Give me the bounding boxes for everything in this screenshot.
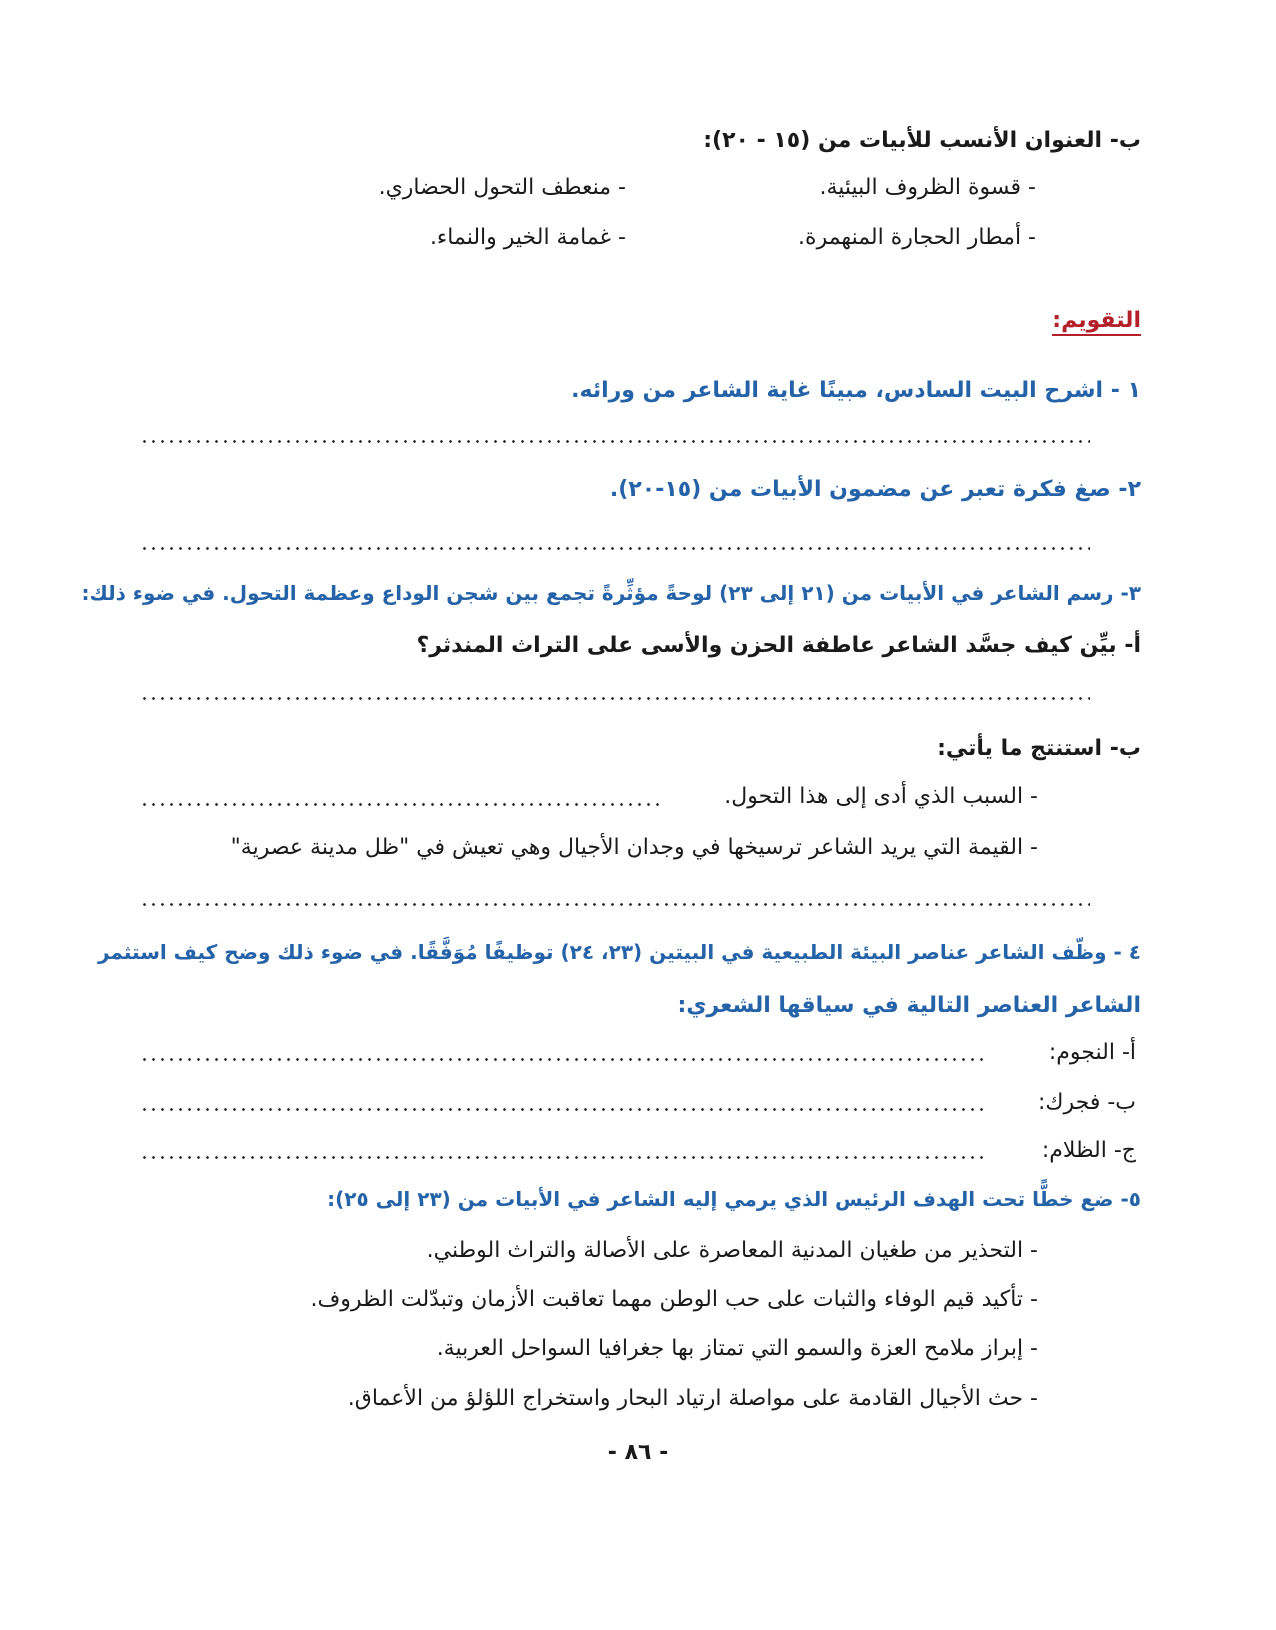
page-number: - ٨٦ - [607, 1440, 669, 1465]
evaluation-title [1052, 308, 1141, 333]
question-2: ٢- صغ فكرة تعبر عن مضمون الأبيات من (١٥-٢٠). [609, 477, 1141, 502]
question-5: ٥- ضع خطًّا تحت الهدف الرئيس الذي يرمي إليه الشاعر في الأبيات من (٢٣ إلى ٢٥): [327, 1187, 1141, 1211]
question-3b-item-1: - السبب الذي أدى إلى هذا التحول. [724, 784, 1038, 809]
option-item: - أمطار الحجارة المنهمرة. [798, 225, 1036, 250]
question-5-option: - تأكيد قيم الوفاء والثبات على حب الوطن مهما تعاقبت الأزمان وتبدّلت الظروف. [310, 1287, 1038, 1312]
question-3b-item-2: - القيمة التي يريد الشاعر ترسيخها في وجدان الأجيال وهي تعيش في "ظل مدينة عصرية" [230, 835, 1038, 860]
question-4-line-1: ٤ - وظّف الشاعر عناصر البيئة الطبيعية في البيتين (٢٣، ٢٤) توظيفًا مُوَفَّقًا. في ضوء ذلك وضح كيف استثمر [98, 940, 1141, 964]
option-item: - قسوة الظروف البيئية. [819, 175, 1036, 200]
question-1: ١ - اشرح البيت السادس، مبينًا غاية الشاعر من ورائه. [571, 378, 1141, 403]
question-3: ٣- رسم الشاعر في الأبيات من (٢١ إلى ٢٣) لوحةً مؤثِّرةً تجمع بين شجن الوداع وعظمة التحول. في ضوء ذلك: [81, 581, 1141, 605]
question-3b: ب- استنتج ما يأتي: [937, 736, 1141, 761]
option-item: - منعطف التحول الحضاري. [378, 175, 626, 200]
answer-dotted-line [140, 1108, 983, 1111]
question-4b: ب- فجرك: [1037, 1090, 1136, 1115]
question-4-line-2: الشاعر العناصر التالية في سياقها الشعري: [677, 993, 1141, 1018]
answer-dotted-line [140, 903, 1090, 906]
section-b-heading: ب- العنوان الأنسب للأبيات من (١٥ - ٢٠): [703, 128, 1141, 153]
evaluation-title-text: التقويم: [1052, 308, 1141, 336]
question-3a: أ- بيِّن كيف جسَّد الشاعر عاطفة الحزن والأسى على التراث المندثر؟ [416, 633, 1141, 658]
answer-dotted-line [140, 440, 1090, 443]
answer-dotted-line [140, 547, 1090, 550]
question-5-option: - حث الأجيال القادمة على مواصلة ارتياد البحار واستخراج اللؤلؤ من الأعماق. [347, 1386, 1038, 1411]
question-4c: ج- الظلام: [1041, 1138, 1136, 1163]
question-5-option: - إبراز ملامح العزة والسمو التي تمتاز بها جغرافيا السواحل العربية. [436, 1336, 1038, 1361]
answer-dotted-line [140, 697, 1090, 700]
answer-dotted-line [140, 803, 660, 806]
question-4a: أ- النجوم: [1048, 1040, 1136, 1065]
question-5-option: - التحذير من طغيان المدنية المعاصرة على الأصالة والتراث الوطني. [426, 1238, 1038, 1263]
answer-dotted-line [140, 1156, 983, 1159]
answer-dotted-line [140, 1058, 983, 1061]
option-item: - غمامة الخير والنماء. [429, 225, 626, 250]
